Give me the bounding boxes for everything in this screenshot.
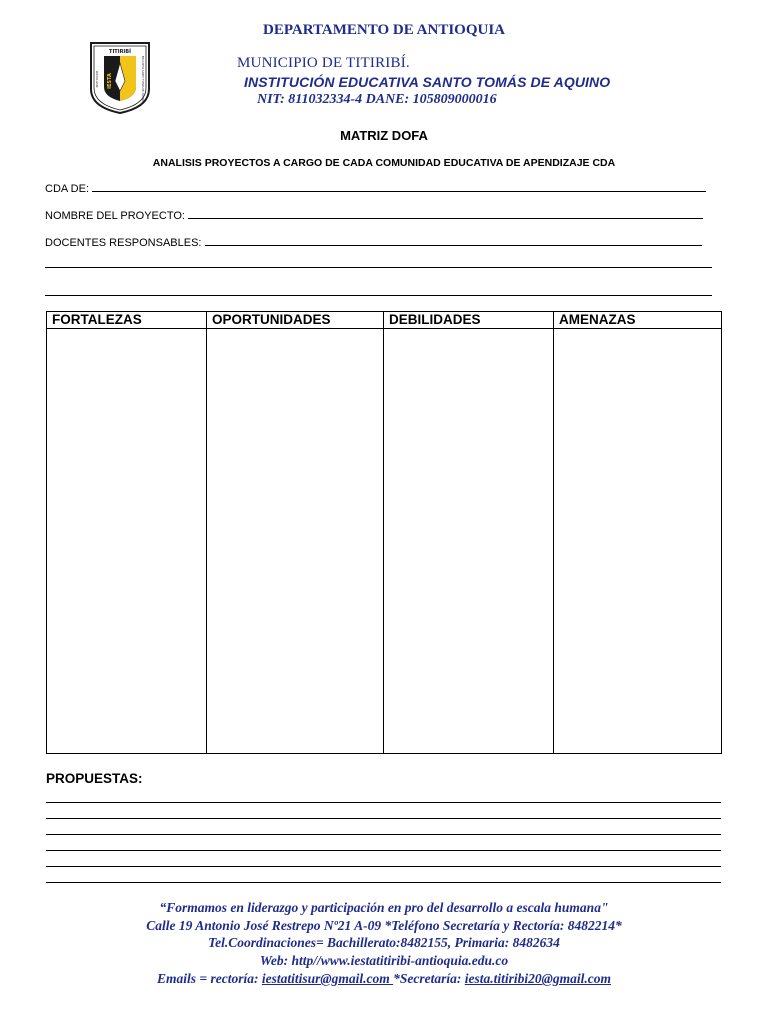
department-title: DEPARTAMENTO DE ANTIOQUIA	[263, 22, 505, 38]
project-name-field-line[interactable]	[188, 218, 703, 219]
cda-field-line[interactable]	[92, 191, 706, 192]
document-subtitle: ANALISIS PROYECTOS A CARGO DE CADA COMUNIDAD EDUCATIVA DE APENDIZAJE CDA	[152, 157, 616, 169]
debilidades-header: DEBILIDADES	[384, 312, 553, 329]
svg-text:EDUCATIVA SANTO TOMÁS DE AQUIN: EDUCATIVA SANTO TOMÁS DE AQUINO	[141, 55, 144, 103]
blank-line[interactable]	[45, 267, 712, 268]
teachers-field-line[interactable]	[205, 245, 702, 246]
email-rectoria-link[interactable]: iestatitisur@gmail.com	[261, 971, 394, 986]
teachers-field-label: DOCENTES RESPONSABLES:	[45, 237, 202, 249]
emails-middle: *Secretaría:	[393, 971, 465, 986]
propuestas-line[interactable]	[46, 818, 721, 819]
svg-text:TITIRIBÍ: TITIRIBÍ	[109, 49, 131, 55]
svg-text:IESTA: IESTA	[107, 73, 113, 89]
amenazas-header: AMENAZAS	[554, 312, 721, 329]
project-name-field[interactable]	[45, 210, 713, 222]
propuestas-line[interactable]	[46, 802, 721, 803]
institution-name: INSTITUCIÓN EDUCATIVA SANTO TOMÁS DE AQUINO	[244, 74, 611, 90]
footer-website: Web: http//www.iestatitiribi-antioquia.edu.co	[259, 953, 509, 968]
footer-emails	[0, 971, 768, 987]
cda-field[interactable]	[45, 183, 713, 195]
municipality-name: MUNICIPIO DE TITIRIBÍ.	[237, 55, 410, 71]
oportunidades-column[interactable]	[207, 312, 384, 753]
fortalezas-column[interactable]	[47, 312, 207, 753]
footer-address: Calle 19 Antonio José Restrepo Nº21 A-09 *Teléfono Secretaría y Rectoría: 8482214*	[146, 918, 622, 933]
cda-field-label: CDA DE:	[45, 183, 90, 195]
propuestas-line[interactable]	[46, 850, 721, 851]
teachers-field[interactable]	[45, 237, 713, 249]
propuestas-line[interactable]	[46, 834, 721, 835]
amenazas-column[interactable]	[554, 312, 721, 753]
fortalezas-header: FORTALEZAS	[47, 312, 206, 329]
propuestas-label: PROPUESTAS:	[46, 771, 143, 786]
footer-motto: “Formamos en liderazgo y participación en pro del desarrollo a escala humana"	[159, 900, 609, 915]
dofa-matrix-table	[46, 311, 722, 754]
propuestas-line[interactable]	[46, 866, 721, 867]
blank-line[interactable]	[45, 295, 712, 296]
oportunidades-header: OPORTUNIDADES	[207, 312, 383, 329]
nit-dane-codes: NIT: 811032334-4 DANE: 105809000016	[257, 92, 497, 107]
footer-phones: Tel.Coordinaciones= Bachillerato:8482155, Primaria: 8482634	[208, 935, 560, 950]
school-crest-logo	[89, 41, 151, 115]
document-title: MATRIZ DOFA	[340, 128, 428, 143]
propuestas-line[interactable]	[46, 882, 721, 883]
project-name-field-label: NOMBRE DEL PROYECTO:	[45, 210, 185, 222]
debilidades-column[interactable]	[384, 312, 554, 753]
email-secretaria-link[interactable]: iesta.titiribi20@gmail.com	[464, 971, 611, 986]
emails-prefix: Emails = rectoría:	[157, 971, 262, 986]
svg-text:INSTITUCIÓN: INSTITUCIÓN	[96, 70, 99, 88]
